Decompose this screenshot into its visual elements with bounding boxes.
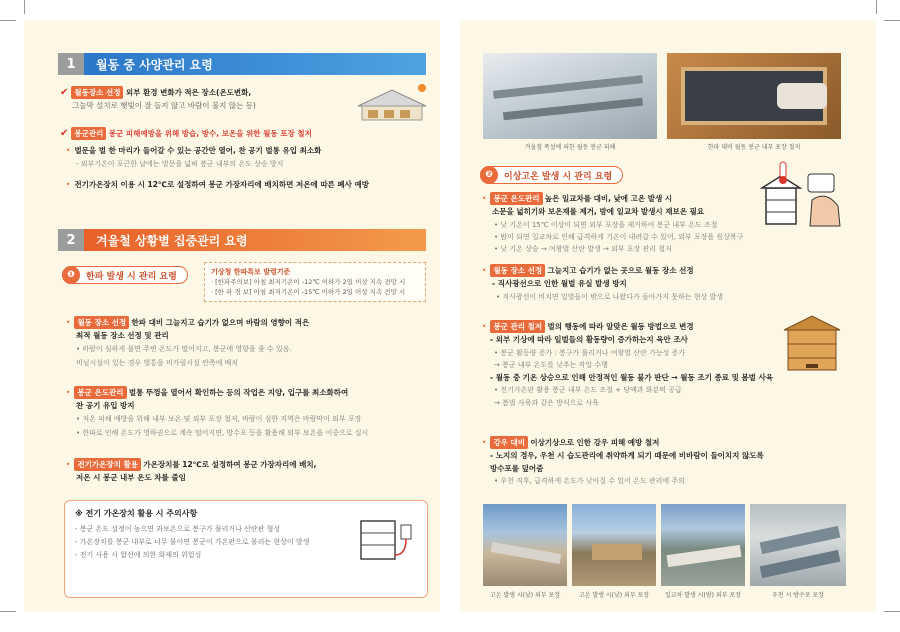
r-item1-tag: 봉군 온도관리	[490, 192, 542, 205]
item1-tag: 월동장소 선정	[71, 86, 123, 99]
hive-wrapping-photo	[667, 53, 841, 139]
photo2-caption: 한파 대비 월동 봉군 내부 포장 철저	[707, 144, 801, 151]
section2-header	[58, 229, 426, 251]
crop-mark	[876, 0, 877, 14]
r-item3-sub1: - 외부 기상에 따라 일벌들의 활동량이 증가하는지 육안 조사	[490, 335, 688, 344]
r-item3-sub3: → 봉군 내부 온도를 낮추는 작업 수행	[494, 361, 608, 369]
section2-number: 2	[58, 229, 84, 251]
s2-item3-text2: 저온 시 봉군 내부 온도 차를 줄임	[76, 473, 186, 482]
r-item3-sub2: • 봉군 활동량 증가 : 봉구가 풀리거나 여왕벌 산란 가능성 증가	[494, 348, 686, 357]
bottom-photo-2	[572, 504, 656, 586]
bullet-icon: •	[66, 318, 71, 327]
s2-item1-tag: 월동 장소 선정	[74, 316, 129, 329]
r-item3-text: 벌의 행동에 따라 알맞은 월동 방법으로 변경	[547, 322, 694, 331]
item1-text2: 그늘막 설치로 햇빛이 잘 들지 않고 바람이 불지 않는 등)	[72, 101, 256, 110]
warning-title: ※ 전기 가온장치 활용 시 주의사항	[75, 509, 198, 518]
item2	[60, 127, 430, 140]
cold-wave-criteria-box	[204, 262, 426, 302]
pill2-number: ❷	[480, 166, 498, 184]
warning-line1: - 봉군 온도 설정이 높으면 과보온으로 봉구가 풀리거나 산란관 형성	[75, 525, 281, 533]
item1	[60, 86, 360, 112]
note-line1: · [한파주의보] 아침 최저기온이 -12℃ 이하가 2일 이상 지속 전망 시	[211, 278, 406, 286]
photo1-caption: 겨울철 폭설에 의한 월동 봉군 피해	[524, 144, 616, 151]
crop-mark	[0, 20, 16, 21]
bullet-icon: •	[66, 180, 71, 189]
crop-mark	[24, 0, 25, 14]
bullet-icon: •	[482, 194, 487, 203]
s2-item2-sub1: • 저온 피해 예방을 위해 내부 보온 및 외부 포장 철저, 바람이 심한 지역은 바람막이 외부 포장	[76, 415, 362, 423]
r-item2-sub1: - 직사광선으로 인한 월벌 유실 발생 방지	[492, 279, 627, 288]
r-item1-sub3: • 낮 기온 상승 → 여왕벌 산란 발생 → 외부 포장 관리 철저	[494, 245, 672, 253]
bullet-icon: •	[482, 438, 487, 447]
r-item1-text2: 소문을 넓히기와 보온재를 제거, 밤에 일교차 발생시 재보온 필요	[492, 207, 705, 216]
pill1-number: ❶	[62, 266, 80, 284]
r-item3-sub6: → 봄벌 사육과 같은 방식으로 사육	[494, 398, 599, 407]
item1-text: 외부 환경 변화가 적은 장소(온도변화,	[125, 88, 252, 97]
r-item4-sub1: - 노지의 경우, 우천 시 습도관리에 취약하게 되기 때문에 비바람이 들이치지 않도록	[490, 451, 764, 460]
r-item2-sub2: • 직사광선이 비치면 일벌들이 밖으로 나왔다가 돌아가지 못하는 현상 발생	[496, 293, 724, 301]
s2-item3	[66, 458, 436, 484]
s2-item1	[66, 316, 436, 370]
pill-cold-wave	[62, 266, 188, 284]
bottom-photo-4	[750, 504, 846, 586]
r-item4-tag: 강우 대비	[490, 436, 528, 449]
s2-item2-text2: 찬 공기 유입 방지	[76, 401, 135, 410]
crop-mark	[884, 611, 900, 612]
s2-item3-tag: 전기가온장치 활용	[74, 458, 141, 471]
r-item1-text: 높은 일교차를 대비, 낮에 고온 발생 시	[544, 194, 673, 203]
r-item3-subs	[490, 334, 860, 409]
greenhouse-illustration	[354, 82, 430, 124]
item2-tag: 봉군관리	[71, 127, 106, 140]
bottom-photo-3	[661, 504, 745, 586]
bullet2-text: 전기가온장치 이용 시 12℃로 설정하여 봉군 가장자리에 배치하면 저온에 따른 폐사 예방	[74, 180, 370, 189]
s2-item2-sub2: • 한파로 인해 온도가 영하권으로 계속 떨어지면, 방수포 등을 활용해 외부 보온을 이중으로 실시	[76, 429, 369, 437]
r-item2	[482, 264, 852, 304]
section2-title: 겨울철 상황별 집중관리 요령	[84, 229, 426, 251]
bullet1-sub: - 외부기온이 포근한 날에는 벌문을 넓혀 봉군 내부의 온도 상승 방지	[76, 160, 284, 168]
s2-item1-text: 한파 대비 그늘지고 습기가 없으며 바람의 영향이 적은	[131, 318, 310, 327]
bullet-icon: •	[66, 460, 71, 469]
r-item2-tag: 월동 장소 선정	[490, 264, 545, 277]
left-page	[24, 20, 440, 612]
s2-item1-sub1: • 바람이 심하게 불면 주변 온도가 떨어지고, 봉군에 영향을 줄 수 있음.	[76, 345, 292, 353]
s2-item3-text: 가온장치를 12℃로 설정하여 봉군 가장자리에 배치,	[143, 460, 317, 469]
warning-line2: - 가온장치를 봉군 내부로 너무 붙이면 봉군이 가온판으로 몰리는 현상이 발생	[75, 538, 310, 546]
r-item3	[482, 320, 782, 333]
r-item1-sub1: • 낮 기온이 15℃ 이상이 되면 외부 포장을 제거하여 봉군 내부 온도 조절	[494, 221, 718, 229]
bottom-photo-1	[483, 504, 567, 586]
bottom-caption-2: 고온 발생 시(낮) 외부 포장	[578, 592, 650, 599]
s2-item1-text2: 최적 월동 장소 선정 및 관리	[76, 331, 169, 340]
r-item1-sub2: • 밤이 되면 일교차로 인해 급격하게 기온이 내려갈 수 있어, 외부 포장을 원상복구	[494, 233, 744, 241]
pill2-label: 이상고온 발생 시 관리 요령	[504, 171, 613, 182]
r-item1	[482, 192, 762, 218]
bottom-caption-4: 우천 시 방수포 포장	[771, 592, 825, 599]
note-title: 기상청 한파특보 발령기준	[211, 268, 291, 276]
r-item1-subs	[494, 219, 864, 255]
snow-damage-photo	[483, 53, 657, 139]
r-item4	[482, 436, 852, 449]
s2-item2-tag: 봉군 온도관리	[74, 386, 126, 399]
crop-mark	[0, 611, 16, 612]
r-item4-subs	[490, 450, 860, 488]
bullet-icon: •	[66, 388, 71, 397]
bullet-icon: •	[66, 146, 71, 155]
s2-item2	[66, 386, 436, 440]
section1-title: 월동 중 사양관리 요령	[84, 53, 426, 75]
right-page	[460, 20, 876, 612]
check-icon: ✔	[60, 87, 69, 98]
warning-line3: - 전기 사용 시 합선에 의한 화재의 위험성	[75, 551, 202, 559]
beehive-heater-icon	[357, 515, 417, 565]
r-item3-tag: 봉군 관리 철저	[490, 320, 545, 333]
r-item4-text: 이상기상으로 인한 강우 피해 예방 철저	[530, 438, 660, 447]
r-item3-sub5: • 전기가온판 활용 봉군 내부 온도 조절 + 당액과 화분떡 공급	[494, 386, 682, 394]
bottom-caption-1: 고온 발생 시(낮) 외부 포장	[489, 592, 561, 599]
item2-text: 봉군 피해예방을 위해 방습, 방수, 보온을 위한 월동 포장 철저	[108, 129, 312, 138]
s2-item2-text: 벌통 뚜껑을 열어서 확인하는 등의 작업은 지양, 입구를 최소화하여	[128, 388, 349, 397]
bullet1	[66, 144, 436, 171]
check-icon: ✔	[60, 128, 69, 139]
r-item4-sub1b: 방수포를 덮어줌	[490, 463, 544, 473]
note-line2: · [한 파 경 보] 아침 최저기온이 -15℃ 이하가 2일 이상 지속 전망 시	[211, 288, 406, 296]
r-item3-sub4: - 월동 중 기온 상승으로 인해 안정적인 월동 불가 판단 → 월동 조기 종료 및 봄벌 사육	[490, 372, 774, 382]
bullet-icon: •	[482, 322, 487, 331]
bullet2	[66, 178, 436, 191]
heater-warning-box	[64, 500, 428, 598]
crop-mark	[884, 20, 900, 21]
r-item4-sub2: • 우천 직후, 급격하게 온도가 낮아질 수 있어 온도 관리에 주의	[494, 477, 685, 485]
section1-header	[58, 53, 426, 75]
pill-high-temp	[480, 166, 623, 184]
bullet-icon: •	[482, 266, 487, 275]
bullet1-text: 벌문을 벌 한 마리가 들어갈 수 있는 공간만 열어, 찬 공기 벌통 유입 최소화	[74, 146, 322, 155]
section1-number: 1	[58, 53, 84, 75]
pill1-label: 한파 발생 시 관리 요령	[86, 271, 177, 282]
r-item2-text: 그늘지고 습기가 없는 곳으로 월동 장소 선정	[547, 266, 694, 275]
bottom-caption-3: 일교차 발생 시(밤) 외부 포장	[664, 592, 742, 599]
s2-item1-sub2: 비닐시설이 있는 경우 벌통을 비가림시설 안쪽에 배치	[76, 359, 239, 367]
